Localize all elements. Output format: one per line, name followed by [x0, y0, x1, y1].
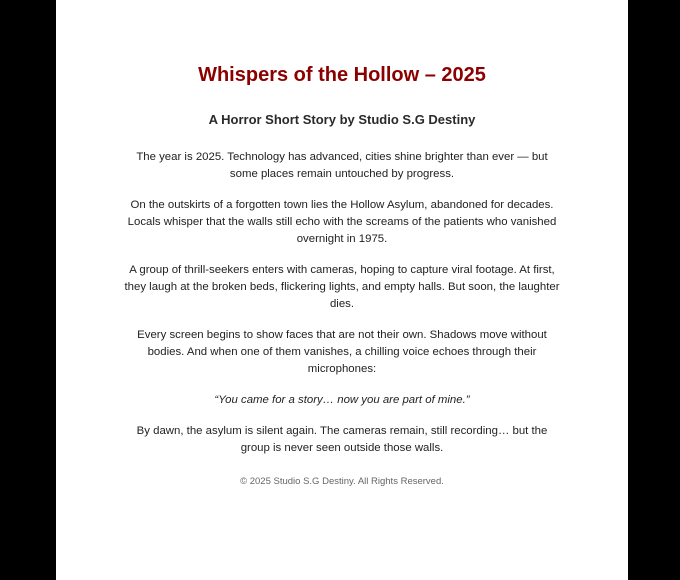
story-subtitle: A Horror Short Story by Studio S.G Destiny: [208, 112, 476, 127]
story-body: [122, 149, 562, 471]
story-paragraph-6: By dawn, the asylum is silent again. The cameras remain, still recording… but the group is never seen outside those walls.: [136, 425, 548, 454]
story-paragraph-1: The year is 2025. Technology has advanced, cities shine brighter than ever — but some places remain untouched by progress.: [136, 151, 548, 180]
document-page: [56, 0, 628, 580]
story-paragraph-2: On the outskirts of a forgotten town lies the Hollow Asylum, abandoned for decades. Locals whisper that the walls still echo with the screams of the patients who vanished overnight in 1975.: [127, 199, 557, 245]
story-paragraph-4: Every screen begins to show faces that are not their own. Shadows move without bodies. And when one of them vanishes, a chilling voice echoes through their microphones:: [137, 329, 547, 375]
story-paragraph-3: A group of thrill-seekers enters with cameras, hoping to capture viral footage. At first, they laugh at the broken beds, flickering lights, and empty halls. But soon, the laughter dies.: [124, 264, 560, 310]
copyright-footer: © 2025 Studio S.G Destiny. All Rights Reserved.: [240, 476, 444, 487]
story-title: Whispers of the Hollow – 2025: [198, 64, 486, 86]
story-quote: “You came for a story… now you are part of mine.”: [214, 394, 470, 406]
